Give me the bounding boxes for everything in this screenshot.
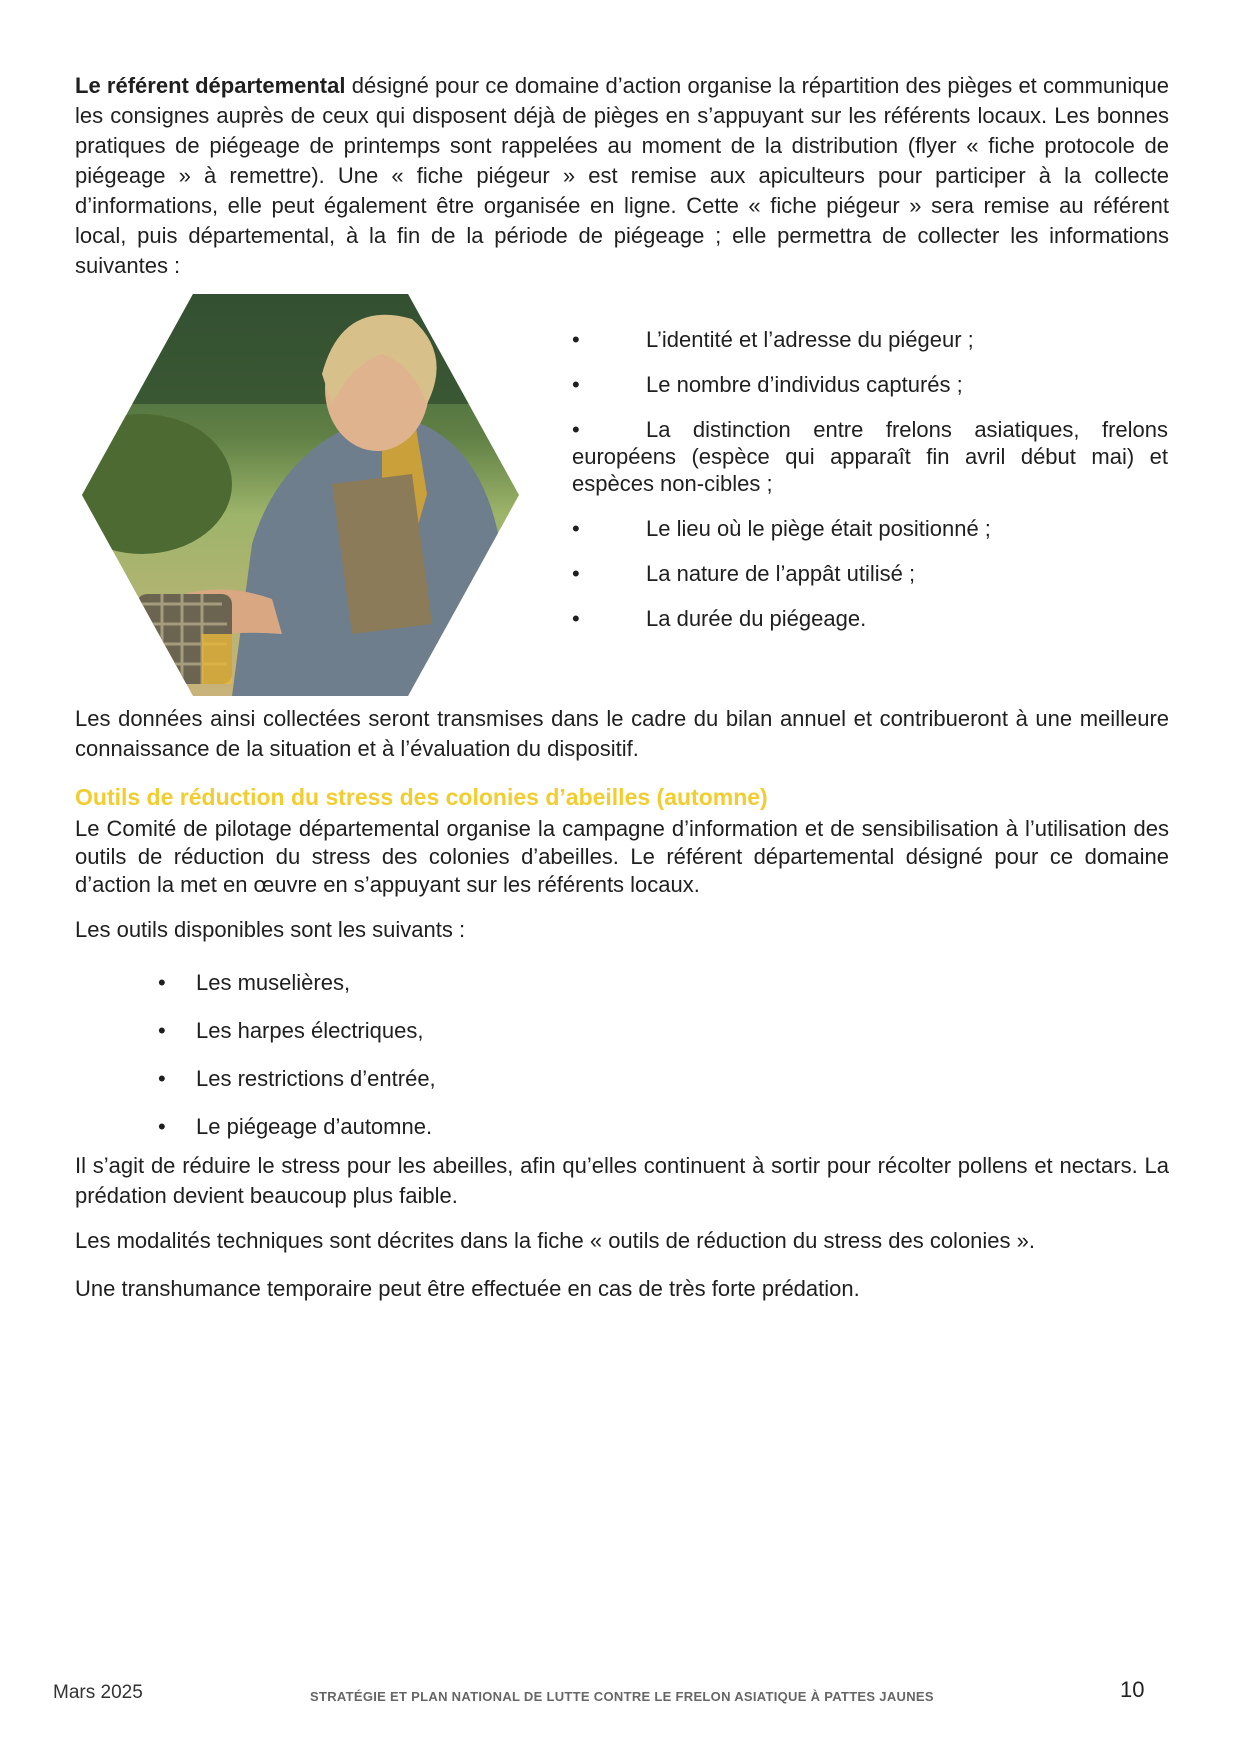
list-item: [158, 1112, 436, 1142]
list-item-text: Les harpes électriques,: [196, 1018, 424, 1043]
bullet-icon: •: [158, 1114, 166, 1139]
bullet-icon: •: [158, 970, 166, 995]
modalites-paragraph: Les modalités techniques sont décrites dans la fiche « outils de réduction du stress des colonies ».: [75, 1228, 1035, 1253]
intro-text: désigné pour ce domaine d’action organise la répartition des pièges et communique les consignes auprès de ceux qui disposent déjà de pièges en s’appuyant sur les référents locaux. Les bonnes pratiques de piégeage de printemps sont rappelées au moment de la distribution (flyer « fiche protocole de piégeage » à remettre). Une « fiche piégeur » est remise aux apiculteurs pour participer à la collecte d’informations, elle peut également être organisée en ligne. Cette « fiche piégeur » sera remise au référent local, puis départemental, à la fin de la période de piégeage ; elle permettra de collecter les informations suivantes :: [75, 73, 1170, 278]
bullet-icon: •: [572, 417, 580, 442]
beekeeper-photo-hexagon: [82, 294, 519, 696]
transhumance-paragraph: Une transhumance temporaire peut être effectuée en cas de très forte prédation.: [75, 1276, 860, 1301]
list-item: [572, 605, 1168, 632]
footer-date: Mars 2025: [53, 1682, 143, 1703]
list-item-text: La distinction entre frelons asiatiques, frelons européens (espèce qui apparaît fin avril début mai) et espèces non-cibles ;: [572, 417, 1168, 496]
list-item-text: Les muselières,: [196, 970, 351, 995]
list-item: [572, 560, 1168, 587]
bullet-icon: •: [572, 327, 580, 352]
list-item: [572, 416, 1168, 497]
list-item: [572, 371, 1168, 398]
bullet-icon: •: [158, 1066, 166, 1091]
tools-list: [158, 968, 436, 1160]
list-item: [572, 515, 1168, 542]
bullet-icon: •: [572, 372, 580, 397]
list-item-text: Les restrictions d’entrée,: [196, 1066, 436, 1091]
list-item: [158, 968, 436, 998]
list-item-text: L’identité et l’adresse du piégeur ;: [646, 327, 974, 352]
intro-bold-term: Le référent départemental: [75, 73, 346, 98]
list-item-text: La durée du piégeage.: [646, 606, 867, 631]
list-item-text: Le nombre d’individus capturés ;: [646, 372, 963, 397]
section-paragraph: Le Comité de pilotage départemental organise la campagne d’information et de sensibilisation à l’utilisation des outils de réduction du stress des colonies d’abeilles. Le référent départemental désigné pour ce domaine d’action la met en œuvre en s’appuyant sur les référents locaux.: [75, 816, 1169, 897]
tools-intro: Les outils disponibles sont les suivants :: [75, 917, 466, 942]
footer-document-title: STRATÉGIE ET PLAN NATIONAL DE LUTTE CONTRE LE FRELON ASIATIQUE À PATTES JAUNES: [310, 1689, 934, 1704]
bullet-icon: •: [572, 561, 580, 586]
bullet-icon: •: [158, 1018, 166, 1043]
data-transmission-paragraph: Les données ainsi collectées seront transmises dans le cadre du bilan annuel et contribueront à une meilleure connaissance de la situation et à l’évaluation du dispositif.: [75, 706, 1169, 761]
list-item: [158, 1016, 436, 1046]
bullet-icon: •: [572, 516, 580, 541]
intro-paragraph: [75, 71, 1169, 281]
collected-info-list: [572, 326, 1168, 650]
list-item: [158, 1064, 436, 1094]
list-item-text: Le lieu où le piège était positionné ;: [646, 516, 991, 541]
stress-paragraph: Il s’agit de réduire le stress pour les abeilles, afin qu’elles continuent à sortir pour récolter pollens et nectars. La prédation devient beaucoup plus faible.: [75, 1153, 1169, 1208]
section-heading: Outils de réduction du stress des colonies d’abeilles (automne): [75, 784, 768, 810]
page-number: 10: [1120, 1677, 1145, 1702]
bullet-icon: •: [572, 606, 580, 631]
list-item-text: La nature de l’appât utilisé ;: [646, 561, 916, 586]
list-item: [572, 326, 1168, 353]
list-item-text: Le piégeage d’automne.: [196, 1114, 433, 1139]
